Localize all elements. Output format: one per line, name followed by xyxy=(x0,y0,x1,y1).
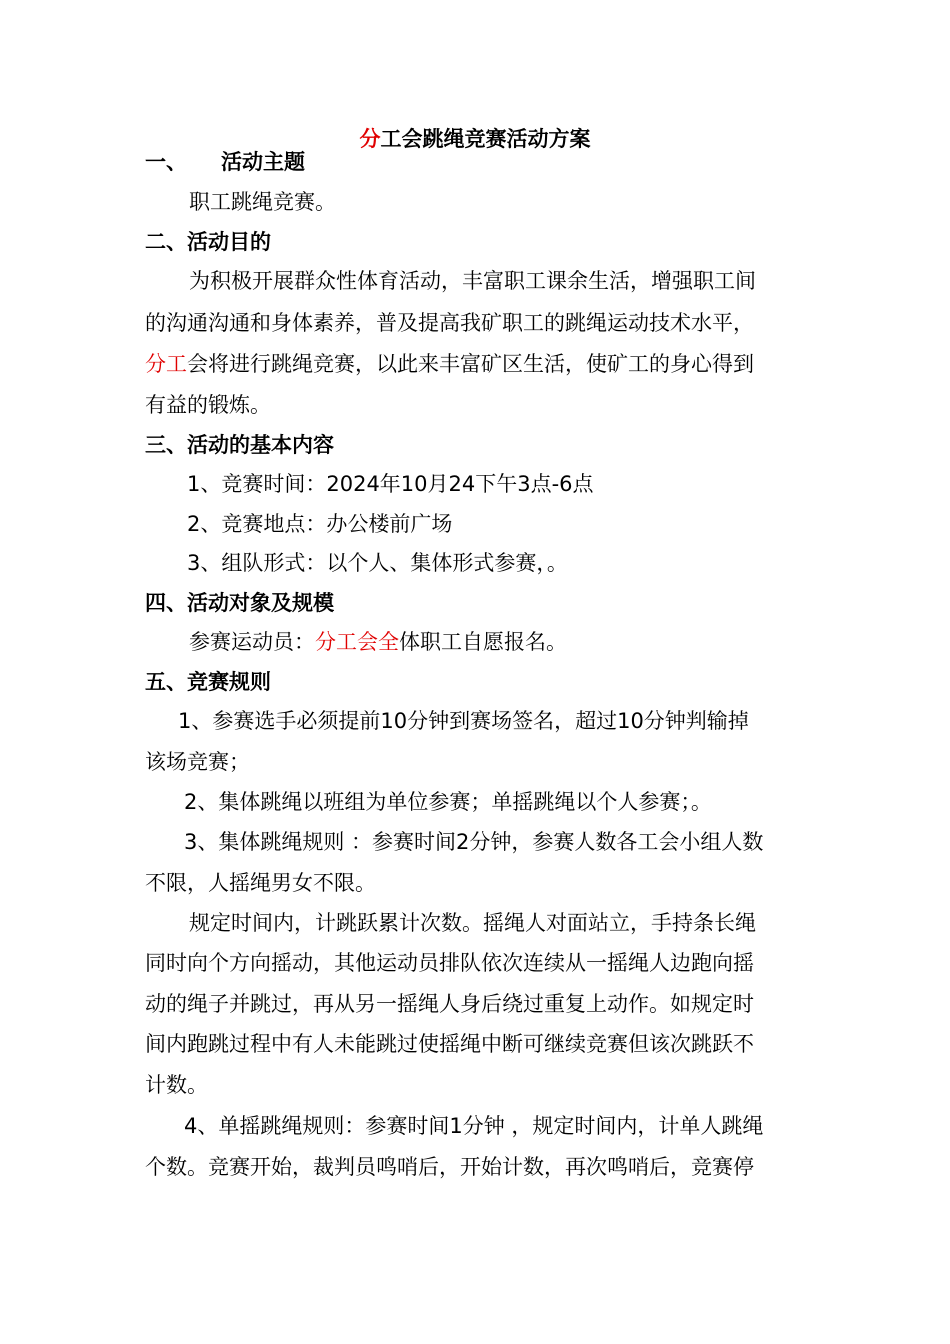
title-red-text: 分 xyxy=(359,127,381,151)
section-3-item-3: 3、组队形式：以个人、集体形式参赛，。 xyxy=(187,551,568,575)
section-2-red-text: 分工 xyxy=(145,352,187,376)
section-1-title: 活动主题 xyxy=(221,150,305,174)
section-3-item-1: 1、竞赛时间：2024年10月24下午3点-6点 xyxy=(187,472,594,496)
rule-3-line-5: 动的绳子并跳过，再从另一摇绳人身后绕过重复上动作。如规定时 xyxy=(145,992,754,1016)
section-2-line-4: 有益的锻炼。 xyxy=(145,393,271,417)
section-4-text-b: 体职工自愿报名。 xyxy=(399,630,567,654)
section-1-heading xyxy=(145,147,305,177)
rule-3-line-4: 同时向个方向摇动，其他运动员排队依次连续从一摇绳人边跑向摇 xyxy=(145,951,754,975)
document-title xyxy=(0,124,950,154)
rule-1-line-1: 1、参赛选手必须提前10分钟到赛场签名，超过10分钟判输掉 xyxy=(178,709,749,733)
rule-3-line-6: 间内跑跳过程中有人未能跳过使摇绳中断可继续竞赛但该次跳跃不 xyxy=(145,1032,754,1056)
section-2-heading: 二、活动目的 xyxy=(145,230,271,254)
section-2-line-3-text: 会将进行跳绳竞赛，以此来丰富矿区生活，使矿工的身心得到 xyxy=(187,352,754,376)
rule-3-line-7: 计数。 xyxy=(145,1073,208,1097)
title-text: 工会跳绳竞赛活动方案 xyxy=(380,127,591,151)
section-2-line-2: 的沟通沟通和身体素养，普及提高我矿职工的跳绳运动技术水平， xyxy=(145,311,754,335)
section-1-number: 一、 xyxy=(145,150,187,174)
section-3-heading: 三、活动的基本内容 xyxy=(145,433,334,457)
section-3-item-2: 2、竞赛地点：办公楼前广场 xyxy=(187,512,453,536)
section-2-line-1: 为积极开展群众性体育活动，丰富职工课余生活，增强职工间 xyxy=(189,269,756,293)
rule-4-line-1: 4、单摇跳绳规则：参赛时间1分钟 ，规定时间内，计单人跳绳 xyxy=(184,1114,764,1138)
rule-2: 2、集体跳绳以班组为单位参赛；单摇跳绳以个人参赛；。 xyxy=(184,790,712,814)
section-4-body xyxy=(189,627,567,657)
section-4-text-a: 参赛运动员： xyxy=(189,630,315,654)
rule-3-line-1: 3、集体跳绳规则 ：参赛时间2分钟，参赛人数各工会小组人数 xyxy=(184,830,764,854)
rule-3-line-3: 规定时间内，计跳跃累计次数。摇绳人对面站立，手持条长绳 xyxy=(189,911,756,935)
section-1-body: 职工跳绳竞赛。 xyxy=(189,190,336,214)
section-4-red-text: 分工会全 xyxy=(315,630,399,654)
section-5-heading: 五、竞赛规则 xyxy=(145,670,271,694)
section-2-line-3 xyxy=(145,349,754,379)
rule-1-line-2: 该场竞赛； xyxy=(145,750,250,774)
section-4-heading: 四、活动对象及规模 xyxy=(145,591,334,615)
rule-4-line-2: 个数。竞赛开始，裁判员鸣哨后，开始计数，再次鸣哨后，竞赛停 xyxy=(145,1155,754,1179)
rule-3-line-2: 不限，人摇绳男女不限。 xyxy=(145,871,376,895)
